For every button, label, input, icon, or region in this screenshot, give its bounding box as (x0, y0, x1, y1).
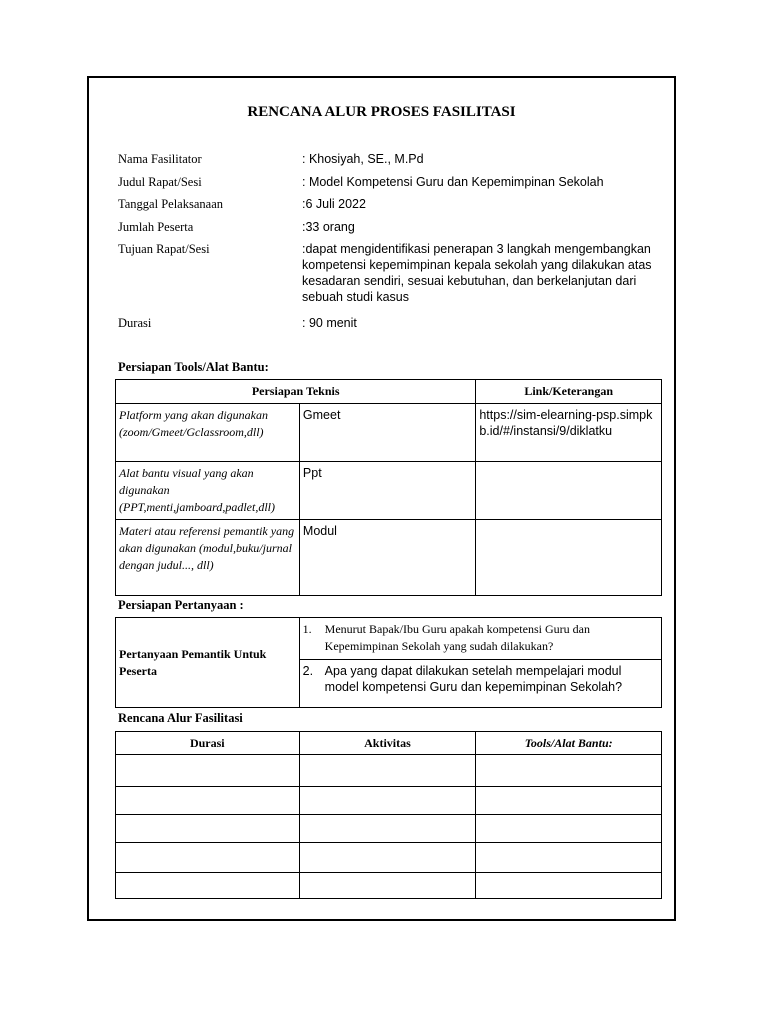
flow-header-row (116, 732, 662, 755)
tools-value-visual: Ppt (299, 462, 475, 520)
flow-header-tools: Tools/Alat Bantu: (476, 732, 662, 755)
info-value-durasi: : 90 menit (302, 316, 357, 330)
info-label-tujuan: Tujuan Rapat/Sesi (118, 242, 210, 256)
flow-heading: Rencana Alur Fasilitasi (118, 711, 243, 725)
tools-item-materi: Materi atau referensi pemantik yang akan digunakan (modul,buku/jurnal dengan judul..., dll) (116, 520, 300, 596)
flow-cell (476, 787, 662, 815)
tools-item-visual: Alat bantu visual yang akan digunakan (PPT,menti,jamboard,padlet,dll) (116, 462, 300, 520)
question-number-2: 2. (302, 664, 314, 678)
flow-cell (116, 873, 300, 899)
question-text-1: Menurut Bapak/Ibu Guru apakah kompetensi Guru dan Kepemimpinan Sekolah yang sudah dilakukan? (324, 622, 590, 653)
info-value-tujuan: :dapat mengidentifikasi penerapan 3 langkah mengembangkan kompetensi kepemimpinan kepala sekolah yang dilakukan atas kesadaran sendiri, sesuai kebutuhan, dan berkelanjutan dari sebuah studi kasus (302, 242, 652, 304)
question-number-1: 1. (302, 622, 312, 636)
table-row (116, 755, 662, 787)
flow-cell (116, 843, 300, 873)
question-text-2: Apa yang dapat dilakukan setelah mempelajari modul model kompetensi Guru dan kepemimpinan Sekolah? (324, 664, 623, 694)
tools-value-platform: Gmeet (299, 404, 475, 462)
flow-cell (476, 843, 662, 873)
tools-header-link: Link/Keterangan (476, 380, 662, 404)
flow-header-durasi: Durasi (116, 732, 300, 755)
questions-heading: Persiapan Pertanyaan : (118, 598, 244, 612)
tools-table (115, 379, 662, 596)
info-label-fasilitator: Nama Fasilitator (118, 152, 202, 166)
flow-cell (299, 815, 476, 843)
flow-cell (299, 787, 476, 815)
table-row (116, 618, 662, 660)
tools-value-materi: Modul (299, 520, 475, 596)
flow-cell (116, 815, 300, 843)
info-value-tanggal: :6 Juli 2022 (302, 197, 366, 211)
info-label-tanggal: Tanggal Pelaksanaan (118, 197, 223, 211)
question-item-2 (299, 660, 661, 708)
info-label-judul: Judul Rapat/Sesi (118, 175, 202, 189)
info-value-fasilitator: : Khosiyah, SE., M.Pd (302, 152, 424, 166)
table-row (116, 815, 662, 843)
info-label-durasi: Durasi (118, 316, 152, 330)
questions-label: Pertanyaan Pemantik Untuk Peserta (116, 618, 300, 708)
table-row (116, 462, 662, 520)
flow-cell (299, 755, 476, 787)
flow-table (115, 731, 662, 899)
flow-cell (476, 815, 662, 843)
tools-item-platform: Platform yang akan digunakan (zoom/Gmeet/Gclassroom,dll) (116, 404, 300, 462)
flow-header-aktivitas: Aktivitas (299, 732, 476, 755)
table-row (116, 520, 662, 596)
flow-cell (116, 787, 300, 815)
info-label-jumlah: Jumlah Peserta (118, 220, 194, 234)
info-value-jumlah: :33 orang (302, 220, 355, 234)
tools-header-teknis: Persiapan Teknis (116, 380, 476, 404)
tools-heading: Persiapan Tools/Alat Bantu: (118, 360, 269, 374)
table-row (116, 843, 662, 873)
flow-cell (476, 755, 662, 787)
questions-table (115, 617, 662, 708)
question-item-1 (299, 618, 661, 660)
table-row (116, 404, 662, 462)
tools-note-platform: https://sim-elearning-psp.simpkb.id/#/instansi/9/diklatku (476, 404, 662, 462)
table-row (116, 787, 662, 815)
tools-note-materi (476, 520, 662, 596)
flow-cell (116, 755, 300, 787)
tools-note-visual (476, 462, 662, 520)
tools-header-row (116, 380, 662, 404)
info-value-judul: : Model Kompetensi Guru dan Kepemimpinan Sekolah (302, 175, 604, 189)
table-row (116, 873, 662, 899)
flow-cell (299, 873, 476, 899)
flow-cell (299, 843, 476, 873)
document-title: RENCANA ALUR PROSES FASILITASI (247, 104, 516, 120)
flow-cell (476, 873, 662, 899)
